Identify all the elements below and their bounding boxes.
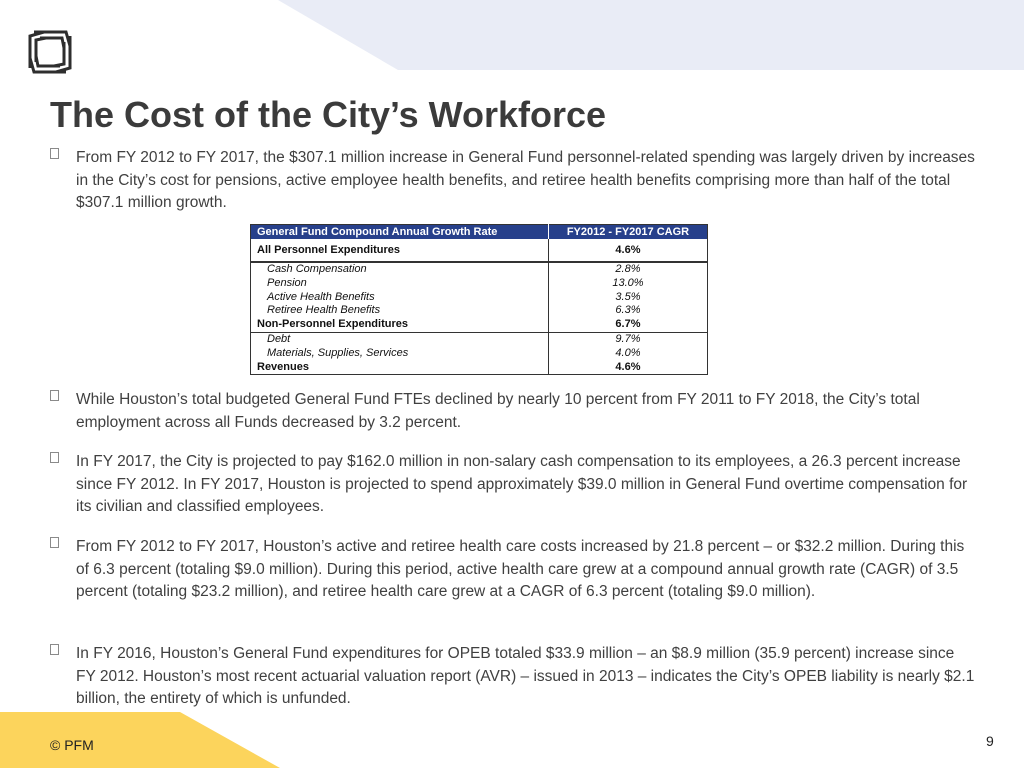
row-label: Pension: [267, 276, 307, 289]
row-value: 9.7%: [548, 332, 707, 346]
bullet-marker-icon: [50, 390, 59, 401]
bullet-text: In FY 2017, the City is projected to pay $162.0 million in non-salary cash compensation to its employees, a 26.3 percent increase since FY 2012. In FY 2017, Houston is projected to spend approximately $39.0 million in General Fund overtime compensation for its civilian and classified employees.: [76, 453, 968, 515]
table-header-cagr: FY2012 - FY2017 CAGR: [548, 225, 707, 240]
row-value: 6.7%: [548, 318, 707, 332]
table-row: [251, 361, 708, 375]
bullet-marker-icon: [50, 148, 59, 159]
row-label: Non-Personnel Expenditures: [257, 318, 408, 331]
table-row: [251, 332, 708, 346]
row-label: Active Health Benefits: [267, 290, 375, 303]
table-row: [251, 347, 708, 361]
table-header-row: [251, 225, 708, 240]
footer-decoration: [0, 712, 280, 768]
pfm-logo-icon: [24, 26, 76, 78]
row-value: 4.0%: [548, 347, 707, 361]
row-label: Debt: [251, 332, 549, 346]
header-decoration: [0, 0, 1024, 70]
slide-title: The Cost of the City’s Workforce: [50, 94, 607, 135]
bullet-item: [76, 389, 976, 434]
row-label: Retiree Health Benefits: [267, 304, 381, 317]
page-number: 9: [986, 733, 994, 749]
bullet-text: While Houston’s total budgeted General Fund FTEs declined by nearly 10 percent from FY 2011 to FY 2018, the City’s total employment across all Funds decreased by 3.2 percent.: [76, 391, 920, 431]
row-value: 2.8%: [548, 262, 707, 277]
row-label: Materials, Supplies, Services: [267, 346, 409, 359]
bullet-text: In FY 2016, Houston’s General Fund expenditures for OPEB totaled $33.9 million – an $8.9 million (35.9 percent) increase since FY 2012. Houston’s most recent actuarial valuation report (AVR) – issued in 2013 – indicates the City’s OPEB liability is nearly $2.1 billion, the entirety of which is unfunded.: [76, 645, 975, 707]
row-value: 4.6%: [548, 361, 707, 375]
bullet-marker-icon: [50, 452, 59, 463]
bullet-item: [76, 451, 976, 519]
row-value: 13.0%: [548, 277, 707, 291]
row-label: All Personnel Expenditures: [251, 239, 549, 262]
bullet-text: From FY 2012 to FY 2017, Houston’s active and retiree health care costs increased by 21.8 percent – or $32.2 million. During this of 6.3 percent (totaling $9.0 million). During this period, active health care grew at a compound annual growth rate (CAGR) of 3.5 percent (totaling $23.2 million), and retiree health care grew at a CAGR of 6.3 percent (totaling $9.0 million).: [76, 538, 965, 600]
row-value: 3.5%: [548, 291, 707, 305]
growth-rate-table: [250, 224, 708, 375]
table-row: [251, 291, 708, 305]
row-value: 6.3%: [548, 304, 707, 318]
bullet-item: [76, 536, 976, 604]
row-value: 4.6%: [548, 239, 707, 262]
table-row: [251, 239, 708, 262]
table-row: [251, 304, 708, 318]
bullet-item: [76, 643, 976, 711]
table-header-category: General Fund Compound Annual Growth Rate: [251, 225, 549, 240]
table-row: [251, 277, 708, 291]
bullet-marker-icon: [50, 644, 59, 655]
row-label: Revenues: [257, 360, 309, 373]
copyright-text: © PFM: [50, 737, 94, 753]
bullet-marker-icon: [50, 537, 59, 548]
table-row: [251, 262, 708, 277]
bullet-item: [76, 147, 976, 215]
table-row: [251, 318, 708, 332]
row-label: Cash Compensation: [251, 262, 549, 277]
bullet-text: From FY 2012 to FY 2017, the $307.1 million increase in General Fund personnel-related spending was largely driven by increases in the City’s cost for pensions, active employee health benefits, and retiree health benefits comprising more than half of the total $307.1 million growth.: [76, 149, 975, 211]
